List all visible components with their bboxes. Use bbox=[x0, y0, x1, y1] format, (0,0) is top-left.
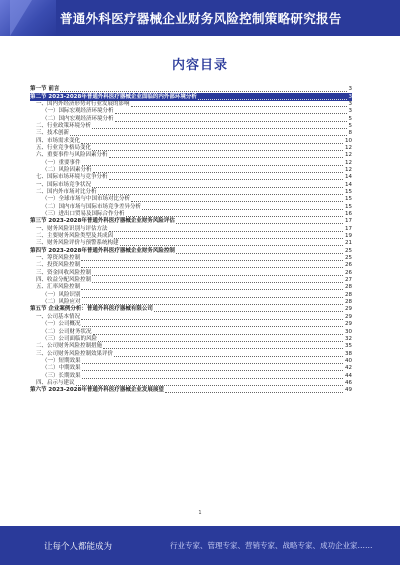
toc-entry-page: 12 bbox=[345, 144, 352, 151]
toc-entry-page: 14 bbox=[345, 181, 352, 188]
toc-leader-dots bbox=[81, 260, 343, 261]
toc-leader-dots bbox=[82, 297, 343, 298]
toc-entry[interactable] bbox=[30, 93, 352, 100]
toc-entry-page: 15 bbox=[345, 203, 352, 210]
toc-entry-title: （二）中期效果 bbox=[42, 365, 81, 372]
toc-entry-title: 第三节 2023-2028年普通外科医疗器械企业财务风险评估 bbox=[30, 218, 175, 225]
toc-entry-page: 12 bbox=[345, 152, 352, 159]
toc-leader-dots bbox=[131, 106, 347, 107]
report-header-banner bbox=[0, 0, 400, 36]
toc-leader-dots bbox=[82, 165, 343, 166]
toc-leader-dots bbox=[82, 304, 343, 305]
toc-leader-dots bbox=[70, 135, 346, 136]
toc-entry[interactable] bbox=[30, 145, 352, 152]
toc-entry-title: 七、国际市场环境与竞争分析 bbox=[36, 174, 108, 181]
toc-entry[interactable] bbox=[30, 343, 352, 350]
toc-entry-title: 三、公司财务风险控制效果评价 bbox=[36, 350, 114, 357]
toc-entry[interactable] bbox=[30, 152, 352, 159]
toc-leader-dots bbox=[60, 91, 346, 92]
toc-entry[interactable] bbox=[30, 365, 352, 372]
toc-leader-dots bbox=[92, 128, 346, 129]
toc-entry[interactable] bbox=[30, 86, 352, 93]
toc-entry-page: 49 bbox=[345, 387, 352, 394]
toc-entry[interactable] bbox=[30, 284, 352, 291]
toc-leader-dots bbox=[114, 238, 343, 239]
toc-entry[interactable] bbox=[30, 181, 352, 188]
table-of-contents bbox=[30, 86, 352, 394]
header-decoration-stripe bbox=[10, 0, 32, 36]
toc-entry-title: 二、主要财务风险类型及其成因 bbox=[36, 233, 114, 240]
toc-leader-dots bbox=[142, 209, 343, 210]
toc-entry[interactable] bbox=[30, 270, 352, 277]
toc-entry[interactable] bbox=[30, 372, 352, 379]
toc-entry[interactable] bbox=[30, 196, 352, 203]
toc-entry-title: 第五节 企业案例分析：普通外科医疗器械有限公司 bbox=[30, 306, 153, 313]
page-number: 1 bbox=[198, 510, 202, 516]
toc-leader-dots bbox=[81, 319, 343, 320]
toc-entry-page: 17 bbox=[345, 218, 352, 225]
toc-entry-page: 26 bbox=[345, 262, 352, 269]
toc-entry-title: 四、收益分配风险控制 bbox=[36, 277, 92, 284]
toc-entry-page: 42 bbox=[345, 365, 352, 372]
toc-entry-page: 27 bbox=[345, 277, 352, 284]
toc-entry-page: 12 bbox=[345, 159, 352, 166]
toc-entry-page: 17 bbox=[345, 225, 352, 232]
toc-entry-title: （二）风险应对 bbox=[42, 299, 81, 306]
toc-entry-page: 25 bbox=[345, 255, 352, 262]
toc-leader-dots bbox=[82, 370, 343, 371]
toc-entry-page: 12 bbox=[345, 166, 352, 173]
toc-entry-title: 四、启示与建议 bbox=[36, 379, 75, 386]
toc-entry[interactable] bbox=[30, 387, 352, 394]
toc-entry[interactable] bbox=[30, 328, 352, 335]
toc-leader-dots bbox=[109, 179, 343, 180]
toc-entry-page: 14 bbox=[345, 174, 352, 181]
toc-entry-page: 28 bbox=[345, 291, 352, 298]
toc-entry-page: 32 bbox=[345, 335, 352, 342]
toc-entry[interactable] bbox=[30, 248, 352, 255]
toc-entry-page: 40 bbox=[345, 357, 352, 364]
toc-leader-dots bbox=[82, 326, 343, 327]
toc-entry-page: 38 bbox=[345, 350, 352, 357]
toc-entry-title: 一、国际市场竞争状况 bbox=[36, 181, 92, 188]
toc-leader-dots bbox=[92, 275, 343, 276]
toc-entry[interactable] bbox=[30, 159, 352, 166]
toc-entry-title: 二、投资风险控制 bbox=[36, 262, 81, 269]
toc-entry-title: （一）短期效果 bbox=[42, 357, 81, 364]
toc-entry-page: 29 bbox=[345, 313, 352, 320]
toc-entry-title: 五、汇率风险控制 bbox=[36, 284, 81, 291]
toc-entry[interactable] bbox=[30, 137, 352, 144]
toc-entry-page: 21 bbox=[345, 240, 352, 247]
toc-entry[interactable] bbox=[30, 321, 352, 328]
toc-entry-title: （一）公司概况 bbox=[42, 321, 81, 328]
toc-leader-dots bbox=[131, 201, 343, 202]
toc-entry[interactable] bbox=[30, 350, 352, 357]
toc-entry-title: 二、公司财务风险控制措施 bbox=[36, 343, 103, 350]
toc-entry-title: （二）国内市场与国际市场竞争差异分析 bbox=[42, 203, 142, 210]
toc-entry-title: 第二节 2023-2028年普通外科医疗器械企业面临的内外部环境分析 bbox=[30, 93, 197, 100]
toc-leader-dots bbox=[109, 231, 343, 232]
toc-entry-title: 五、行业竞争格局变化 bbox=[36, 144, 92, 151]
toc-entry[interactable] bbox=[30, 358, 352, 365]
toc-entry-title: 三、技术创新 bbox=[36, 130, 70, 137]
toc-entry-title: （一）国际宏观经济环境分析 bbox=[42, 108, 114, 115]
toc-entry[interactable] bbox=[30, 314, 352, 321]
toc-leader-dots bbox=[120, 245, 343, 246]
toc-leader-dots bbox=[81, 143, 343, 144]
toc-entry[interactable] bbox=[30, 292, 352, 299]
toc-leader-dots bbox=[76, 385, 343, 386]
toc-entry-page: 15 bbox=[345, 196, 352, 203]
toc-entry-page: 35 bbox=[345, 343, 352, 350]
toc-entry-title: （一）重要事件 bbox=[42, 159, 81, 166]
toc-entry-title: （三）长期效果 bbox=[42, 372, 81, 379]
toc-entry-title: （三）进出口贸易及国际合作分析 bbox=[42, 211, 125, 218]
toc-entry-page: 29 bbox=[345, 306, 352, 313]
toc-entry-title: 第一节 前言 bbox=[30, 86, 60, 93]
toc-entry-page: 25 bbox=[345, 247, 352, 254]
toc-leader-dots bbox=[165, 392, 343, 393]
toc-entry-page: 3 bbox=[348, 108, 352, 115]
toc-entry-page: 28 bbox=[345, 284, 352, 291]
toc-entry[interactable] bbox=[30, 108, 352, 115]
toc-entry[interactable] bbox=[30, 115, 352, 122]
toc-entry-title: 第四节 2023-2028年普通外科医疗器械企业财务风险控制 bbox=[30, 247, 175, 254]
toc-entry-page: 44 bbox=[345, 372, 352, 379]
toc-entry-title: 一、公司基本情况 bbox=[36, 313, 81, 320]
toc-entry-page: 5 bbox=[348, 115, 352, 122]
toc-entry-title: （三）公司面临的风险 bbox=[42, 335, 98, 342]
toc-leader-dots bbox=[126, 216, 343, 217]
toc-entry-title: 一、国内外经济形势对行业发展的影响 bbox=[36, 100, 130, 107]
toc-leader-dots bbox=[115, 121, 347, 122]
toc-entry-title: 一、财务风险识别与评估方法 bbox=[36, 225, 108, 232]
toc-entry-title: （一）风险识别 bbox=[42, 291, 81, 298]
toc-leader-dots bbox=[82, 378, 343, 379]
toc-leader-dots bbox=[93, 334, 343, 335]
footer-subslogan: 行业专家、管理专家、营销专家、战略专家、成功企业家…… bbox=[170, 541, 373, 550]
toc-leader-dots bbox=[115, 113, 347, 114]
toc-entry-title: 六、重要事件与风险因素分析 bbox=[36, 152, 108, 159]
toc-leader-dots bbox=[103, 348, 343, 349]
toc-entry[interactable] bbox=[30, 336, 352, 343]
toc-entry[interactable] bbox=[30, 130, 352, 137]
toc-entry[interactable] bbox=[30, 174, 352, 181]
toc-leader-dots bbox=[92, 187, 343, 188]
toc-leader-dots bbox=[93, 172, 343, 173]
toc-leader-dots bbox=[109, 157, 343, 158]
toc-leader-dots bbox=[176, 253, 343, 254]
toc-entry[interactable] bbox=[30, 262, 352, 269]
toc-entry-title: （一）全球市场与中国市场对比分析 bbox=[42, 196, 131, 203]
toc-leader-dots bbox=[154, 311, 343, 312]
toc-entry-title: （二）国内宏观经济环境分析 bbox=[42, 115, 114, 122]
toc-leader-dots bbox=[92, 150, 343, 151]
toc-leader-dots bbox=[114, 356, 343, 357]
toc-entry-page: 29 bbox=[345, 321, 352, 328]
toc-entry-page: 5 bbox=[348, 122, 352, 129]
toc-entry[interactable] bbox=[30, 101, 352, 108]
toc-entry-page: 3 bbox=[348, 86, 352, 93]
footer-banner bbox=[0, 526, 400, 565]
toc-heading: 内容目录 bbox=[171, 58, 228, 73]
toc-entry[interactable] bbox=[30, 226, 352, 233]
toc-entry-title: 二、行业政策环境分析 bbox=[36, 122, 92, 129]
report-title: 普通外科医疗器械企业财务风险控制策略研究报告 bbox=[60, 11, 342, 26]
toc-entry[interactable] bbox=[30, 123, 352, 130]
toc-entry-title: 四、市场需求变化 bbox=[36, 137, 81, 144]
toc-leader-dots bbox=[176, 223, 343, 224]
toc-entry-page: 19 bbox=[345, 233, 352, 240]
toc-leader-dots bbox=[81, 289, 343, 290]
toc-entry-title: （二）公司财务状况 bbox=[42, 328, 92, 335]
toc-entry[interactable] bbox=[30, 380, 352, 387]
toc-entry-page: 15 bbox=[345, 188, 352, 195]
toc-entry-title: 二、国内外市场对比分析 bbox=[36, 188, 97, 195]
toc-entry-page: 30 bbox=[345, 328, 352, 335]
footer-slogan: 让每个人都能成为 bbox=[44, 542, 113, 552]
toc-leader-dots bbox=[98, 194, 343, 195]
toc-leader-dots bbox=[82, 363, 343, 364]
toc-entry-page: 10 bbox=[345, 137, 352, 144]
toc-entry[interactable] bbox=[30, 306, 352, 313]
toc-leader-dots bbox=[92, 282, 343, 283]
toc-entry-title: 第六节 2023-2028年普通外科医疗器械企业发展展望 bbox=[30, 387, 164, 394]
toc-leader-dots bbox=[81, 267, 343, 268]
toc-entry-title: 一、筹资风险控制 bbox=[36, 255, 81, 262]
toc-leader-dots bbox=[198, 99, 347, 100]
toc-entry[interactable] bbox=[30, 218, 352, 225]
toc-entry-title: （二）风险因素分析 bbox=[42, 166, 92, 173]
toc-entry-page: 3 bbox=[348, 100, 352, 107]
toc-entry-page: 16 bbox=[345, 211, 352, 218]
toc-entry-page: 28 bbox=[345, 299, 352, 306]
toc-entry-page: 8 bbox=[348, 130, 352, 137]
toc-entry[interactable] bbox=[30, 240, 352, 247]
toc-entry-title: 三、财务风险评价与预警系统构建 bbox=[36, 240, 119, 247]
toc-entry-page: 26 bbox=[345, 269, 352, 276]
toc-entry-page: 3 bbox=[348, 93, 352, 100]
toc-entry-page: 46 bbox=[345, 379, 352, 386]
toc-leader-dots bbox=[98, 341, 343, 342]
toc-entry[interactable] bbox=[30, 204, 352, 211]
toc-entry-title: 三、资金回收风险控制 bbox=[36, 269, 92, 276]
